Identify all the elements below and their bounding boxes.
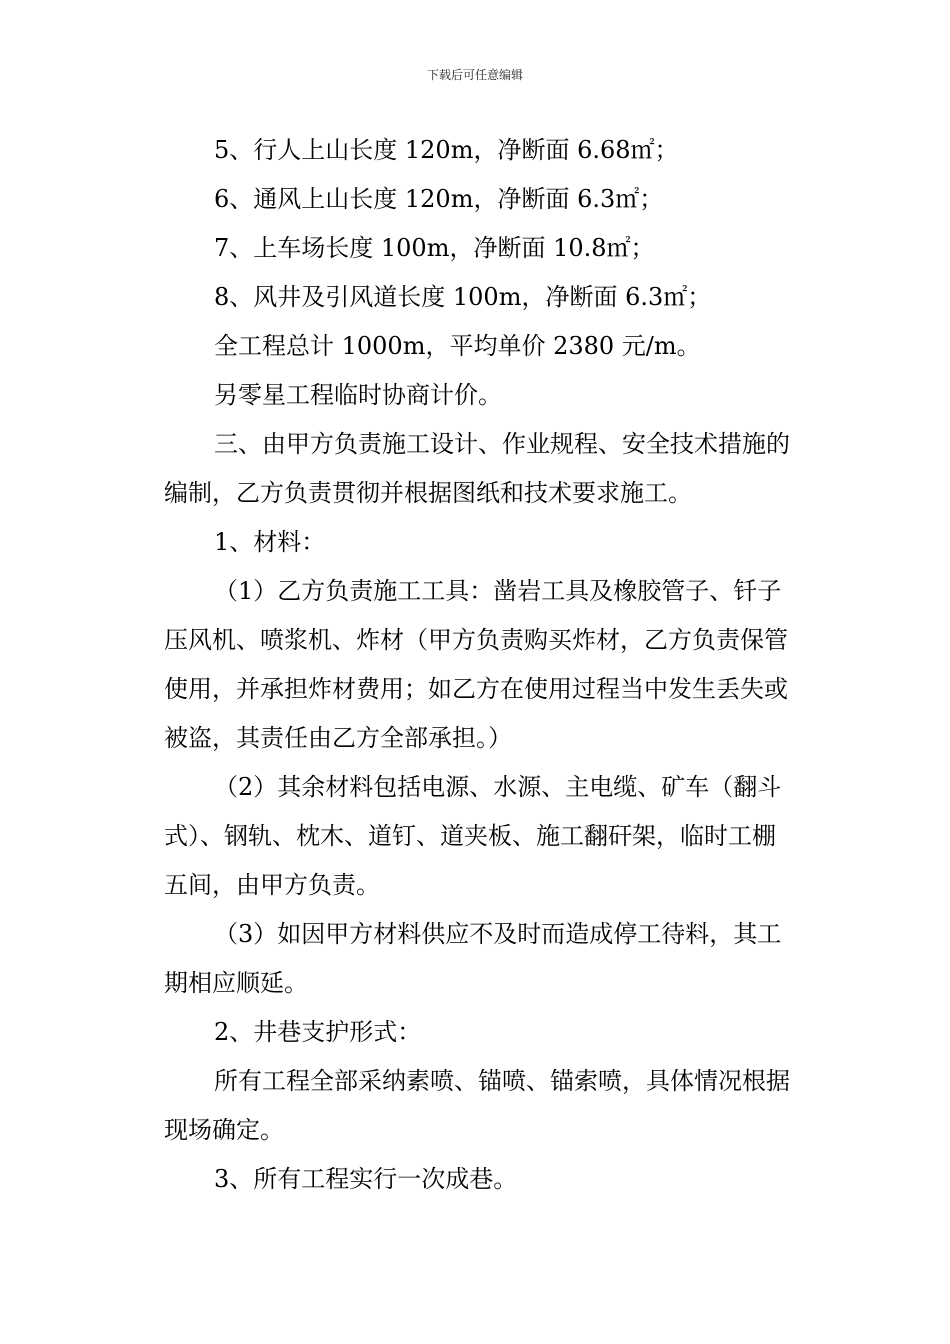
text-line: 现场确定。 [164, 1116, 284, 1144]
text-line: （2）其余材料包括电源、水源、主电缆、矿车（翻斗 [214, 773, 782, 801]
text-line: 3、所有工程实行一次成巷。 [214, 1165, 518, 1193]
text-line: 使用，并承担炸材费用；如乙方在使用过程当中发生丢失或 [164, 675, 788, 703]
text-line: 1、材料： [214, 528, 326, 556]
text-line: 被盗，其责任由乙方全部承担。） [164, 724, 512, 752]
paragraph [164, 1057, 836, 1155]
text-line: 6、通风上山长度 120m，净断面 6.3㎡； [214, 185, 664, 213]
text-line: 期相应顺延。 [164, 969, 308, 997]
text-line: 另零星工程临时协商计价。 [214, 381, 502, 409]
paragraph [164, 224, 836, 273]
paragraph [164, 420, 836, 518]
paragraph [164, 518, 836, 567]
paragraph [164, 1155, 836, 1204]
text-line: 5、行人上山长度 120m，净断面 6.68㎡； [214, 136, 679, 164]
paragraph [164, 910, 836, 1008]
text-line: 五间，由甲方负责。 [164, 871, 380, 899]
text-line: 7、上车场长度 100m，净断面 10.8㎡； [214, 234, 655, 262]
text-line: 全工程总计 1000m，平均单价 2380 元/m。 [214, 332, 701, 360]
page-header: 下载后可任意编辑 [426, 68, 523, 82]
text-line: 8、风井及引风道长度 100m，净断面 6.3㎡； [214, 283, 712, 311]
text-line: 2、井巷支护形式： [214, 1018, 422, 1046]
paragraph [164, 273, 836, 322]
text-line: 所有工程全部采纳素喷、锚喷、锚索喷，具体情况根据 [214, 1067, 790, 1095]
text-line: （3）如因甲方材料供应不及时而造成停工待料，其工 [214, 920, 782, 948]
paragraph [164, 126, 836, 175]
paragraph [164, 1008, 836, 1057]
text-line: 三、由甲方负责施工设计、作业规程、安全技术措施的 [214, 430, 790, 458]
paragraph [164, 322, 836, 371]
text-line: 编制，乙方负责贯彻并根据图纸和技术要求施工。 [164, 479, 692, 507]
document-body [164, 126, 836, 1204]
paragraph [164, 763, 836, 910]
paragraph [164, 175, 836, 224]
text-line: 式）、钢轨、枕木、道钉、道夹板、施工翻矸架，临时工棚 [164, 822, 776, 850]
paragraph [164, 567, 836, 763]
text-line: （1）乙方负责施工工具：凿岩工具及橡胶管子、钎子 [214, 577, 782, 605]
text-line: 压风机、喷浆机、炸材（甲方负责购买炸材，乙方负责保管 [164, 626, 788, 654]
paragraph [164, 371, 836, 420]
